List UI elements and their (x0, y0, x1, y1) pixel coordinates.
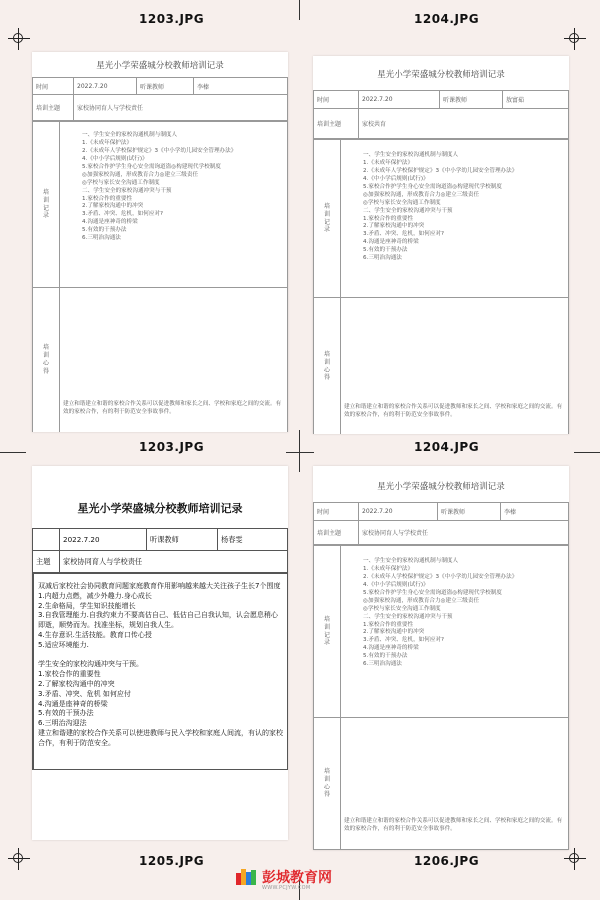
teacher-name: 敖富茹 (503, 91, 569, 109)
caption-1205: 1205.JPG (139, 854, 205, 868)
site-watermark-logo (236, 867, 332, 891)
caption-1203-middle: 1203.JPG (139, 440, 205, 454)
training-record-sheet-1203 (32, 52, 288, 432)
record-table (32, 528, 288, 573)
training-reflection-content: 建立和谐建立和谐的家校合作关系可以促进教师和家长之间、学校和家庭之间的交流。有效的家校合作，有的利于防范安全事故事件。 (341, 298, 569, 435)
training-record-sheet-1206 (313, 466, 569, 850)
record-body-table (313, 139, 569, 434)
reflection-side-label: 培 训 心 得 (314, 298, 341, 435)
watermark-text: 彭城教育网 (262, 870, 332, 886)
time-cell (33, 529, 60, 551)
registration-mark-icon (564, 28, 586, 50)
training-record-content: 一、学生安全的家校沟通机制与制度人 1.《未成年保护法》 2.《未成年人学校保护规定》3《中小学幼儿园安全管理办法》 4.《中小学后规则(试行)》 5.家校合作护学生身心安全需询道盗◎构建现代学校制度 ◎加强家校沟通，形成教育合力◎建立三级责任 ◎学校与家长安全沟通工作制度 二、学生安全的家校沟通冲突与干预 1.家校合作的重要性 2.了解家校沟通中的冲突 3.矛盾、冲突、危机，如何应对? 4.沟通是座神奇的桥梁 5.有效的干预办法 6.三明治沟通法 (341, 140, 569, 298)
training-topic: 家校协同育人与学校责任 (359, 521, 569, 545)
registration-mark-icon (564, 848, 586, 870)
topic-label: 培训主题 (314, 521, 359, 545)
registration-mark-icon (8, 28, 30, 50)
training-date: 2022.7.20 (359, 503, 438, 521)
teacher-label: 听课教师 (438, 503, 501, 521)
training-reflection-content: 建立和谐建立和谐的家校合作关系可以促进教师和家长之间、学校和家庭之间的交流。有效的家校合作，有的利于防范安全事故事件。 (341, 718, 569, 850)
record-table (32, 77, 288, 121)
reflection-side-label: 培 训 心 得 (33, 288, 60, 433)
teacher-label: 听课教师 (440, 91, 503, 109)
registration-mark-icon (8, 848, 30, 870)
training-record-content: 一、学生安全的家校沟通机制与制度人 1.《未成年保护法》 2.《未成年人学校保护规定》3《中小学幼儿园安全管理办法》 4.《中小学后规则(试行)》 5.家校合作护学生身心安全需询道盗◎构建现代学校制度 ◎加强家校沟通，形成教育合力◎建立三级责任 ◎学校与家长安全沟通工作制度 二、学生安全的家校沟通冲突与干预 1.家校合作的重要性 2.了解家校沟通中的冲突 3.矛盾、冲突、危机，如何应对? 4.沟通是座神奇的桥梁 5.有效的干预办法 6.三明治沟通法 (341, 546, 569, 718)
crop-line (574, 452, 600, 453)
caption-1204-middle: 1204.JPG (414, 440, 480, 454)
record-body-table (313, 545, 569, 850)
record-table (313, 90, 569, 139)
record-table (313, 502, 569, 545)
sheet-title: 星光小学荣盛城分校教师培训记录 (77, 502, 243, 515)
record-side-label: 培 训 记 录 (33, 122, 60, 288)
watermark-url: WWW.PCJYW.COM (262, 885, 311, 891)
training-date: 2022.7.20 (60, 529, 147, 551)
sheet-title: 星光小学荣盛城分校教师培训记录 (96, 61, 224, 71)
record-body-table (32, 121, 288, 432)
sheet-title: 星光小学荣盛城分校教师培训记录 (377, 482, 505, 492)
record-side-label: 培 训 记 录 (314, 140, 341, 298)
topic-label: 培训主题 (33, 95, 74, 121)
training-record-content: 一、学生安全的家校沟通机制与制度人 1.《未成年保护法》 2.《未成年人学校保护规定》3《中小学幼儿园安全管理办法》 4.《中小学后规则(试行)》 5.家校合作护学生身心安全需询道盗◎构建现代学校制度 ◎加强家校沟通，形成教育合力◎建立三级责任 ◎学校与家长安全沟通工作制度 二、学生安全的家校沟通冲突与干预 1.家校合作的重要性 2.了解家校沟通中的冲突 3.矛盾、冲突、危机，如何应对? 4.沟通是座神奇的桥梁 5.有效的干预办法 6.三明治沟通法 (60, 122, 288, 288)
teacher-name: 李榛 (501, 503, 569, 521)
teacher-label: 听课教师 (137, 78, 194, 95)
crop-line (299, 430, 300, 472)
time-label: 时间 (314, 503, 359, 521)
training-topic: 家校协同育人与学校责任 (60, 551, 288, 573)
training-date: 2022.7.20 (74, 78, 137, 95)
time-label: 时间 (33, 78, 74, 95)
topic-label: 主题 (33, 551, 60, 573)
training-record-sheet-1204 (313, 56, 569, 434)
crop-line (286, 452, 314, 453)
sheet-title: 星光小学荣盛城分校教师培训记录 (377, 70, 505, 80)
crop-line (299, 0, 300, 20)
training-reflection-content: 建立和谐建立和谐的家校合作关系可以促进教师和家长之间、学校和家庭之间的交流。有效的家校合作，有的利于防范安全事故事件。 (60, 288, 288, 433)
teacher-name: 杨春雯 (218, 529, 288, 551)
topic-label: 培训主题 (314, 109, 359, 139)
record-body-table (32, 573, 288, 770)
training-record-sheet-1205 (32, 466, 288, 840)
teacher-label: 听课教师 (147, 529, 218, 551)
books-logo-icon (236, 869, 258, 885)
caption-1204-top: 1204.JPG (414, 12, 480, 26)
training-date: 2022.7.20 (359, 91, 440, 109)
training-topic: 家校共育 (359, 109, 569, 139)
reflection-side-label: 培 训 心 得 (314, 718, 341, 850)
teacher-name: 李榛 (194, 78, 288, 95)
caption-1206: 1206.JPG (414, 854, 480, 868)
record-side-label: 培 训 记 录 (314, 546, 341, 718)
caption-1203-top: 1203.JPG (139, 12, 205, 26)
time-label: 时间 (314, 91, 359, 109)
training-record-content: 双减后家校社会协同教育问题家庭教育作用影响越来越大关注孩子生长7个围度 1.内超力点燃，减少外趣力.身心成长 2.生命格局，学生知识技能增长 3.自我管理能力.自我约束力不要高估自己、低估自己自我认知，认会愿息稍心即逝，顺势而为。找准坐标，规划自我人生。 4.生存意识.生活技能。教育口传心授 5.适应环境能力. 学生安全的家校沟通冲突与干预。 1.家校合作的重要性 2.了解家校沟通中的冲突 3.矛盾、冲突、危机 如何应付 4.沟通是座神奇的桥梁 5.有效的干预办法 6.三明治沟迎法 建立和谐建的家校合作关系可以使进教师与民入学校和家庭人间流，有认的家校合作，有利于防范安全。 (34, 574, 288, 770)
crop-line (0, 452, 26, 453)
training-topic: 家校协同育人与学校责任 (74, 95, 288, 121)
